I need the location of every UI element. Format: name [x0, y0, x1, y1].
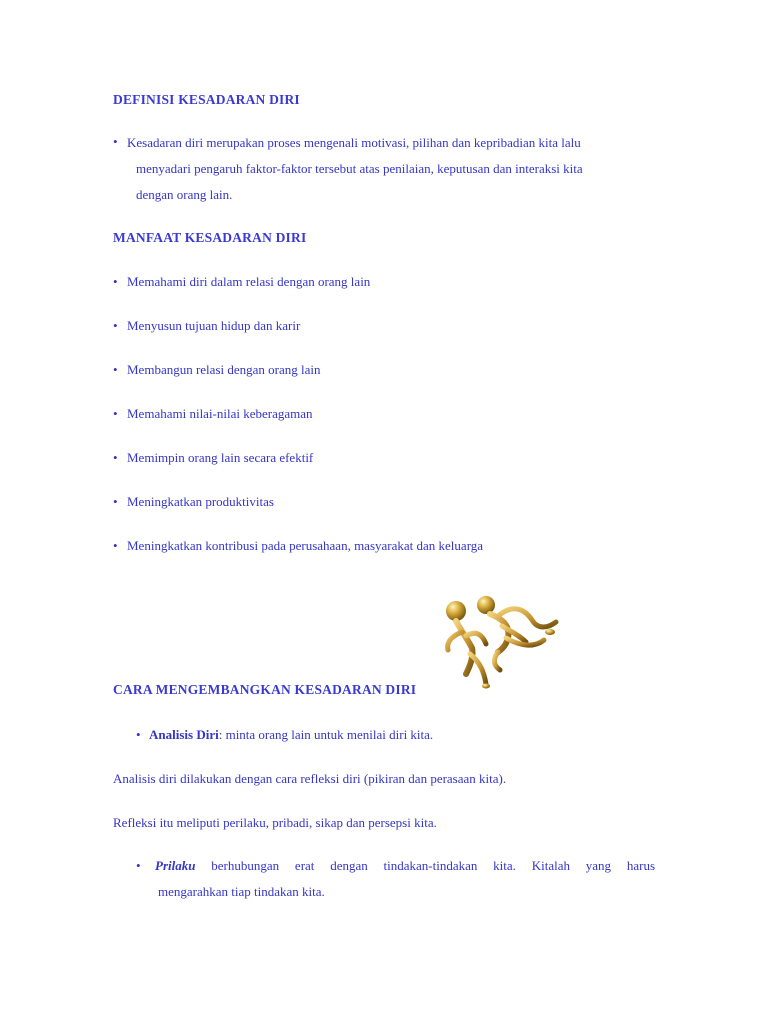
bullet-marker: • [136, 727, 141, 742]
analisis-description: : minta orang lain untuk menilai diri kita. [218, 727, 434, 742]
golden-figures-icon [440, 592, 562, 692]
bullet-marker: • [113, 406, 118, 421]
manfaat-item: Meningkatkan produktivitas [127, 494, 274, 509]
prilaku-description: berhubungan erat dengan tindakan-tindakan kita. Kitalah yang harus [211, 858, 655, 873]
bullet-marker: • [136, 858, 141, 873]
heading-definisi: DEFINISI KESADARAN DIRI [113, 92, 300, 107]
heading-manfaat: MANFAAT KESADARAN DIRI [113, 230, 307, 245]
bullet-marker: • [113, 274, 118, 289]
definisi-line-3: dengan orang lain. [136, 187, 233, 202]
bullet-marker: • [113, 538, 118, 553]
manfaat-item: Memimpin orang lain secara efektif [127, 450, 314, 465]
bullet-marker: • [113, 450, 118, 465]
heading-cara: CARA MENGEMBANGKAN KESADARAN DIRI [113, 682, 417, 697]
bullet-marker: • [113, 134, 118, 149]
definisi-line-2: menyadari pengaruh faktor-faktor tersebut atas penilaian, keputusan dan interaksi kita [136, 161, 583, 176]
cara-paragraph-2: Refleksi itu meliputi perilaku, pribadi, sikap dan persepsi kita. [113, 815, 437, 830]
bullet-marker: • [113, 494, 118, 509]
bullet-marker: • [113, 362, 118, 377]
definisi-line-1: Kesadaran diri merupakan proses mengenali motivasi, pilihan dan kepribadian kita lalu [127, 135, 581, 150]
cara-paragraph-1: Analisis diri dilakukan dengan cara refleksi diri (pikiran dan perasaan kita). [113, 771, 507, 786]
manfaat-item: Meningkatkan kontribusi pada perusahaan, masyarakat dan keluarga [127, 538, 484, 553]
prilaku-term: Prilaku [155, 858, 196, 873]
manfaat-item: Memahami diri dalam relasi dengan orang lain [127, 274, 371, 289]
manfaat-item: Menyusun tujuan hidup dan karir [127, 318, 301, 333]
prilaku-line-1 [155, 853, 655, 879]
analisis-term: Analisis Diri [149, 727, 219, 742]
manfaat-item: Memahami nilai-nilai keberagaman [127, 406, 313, 421]
manfaat-item: Membangun relasi dengan orang lain [127, 362, 321, 377]
bullet-marker: • [113, 318, 118, 333]
prilaku-line-2: mengarahkan tiap tindakan kita. [158, 884, 325, 899]
analisis-line [149, 722, 433, 748]
